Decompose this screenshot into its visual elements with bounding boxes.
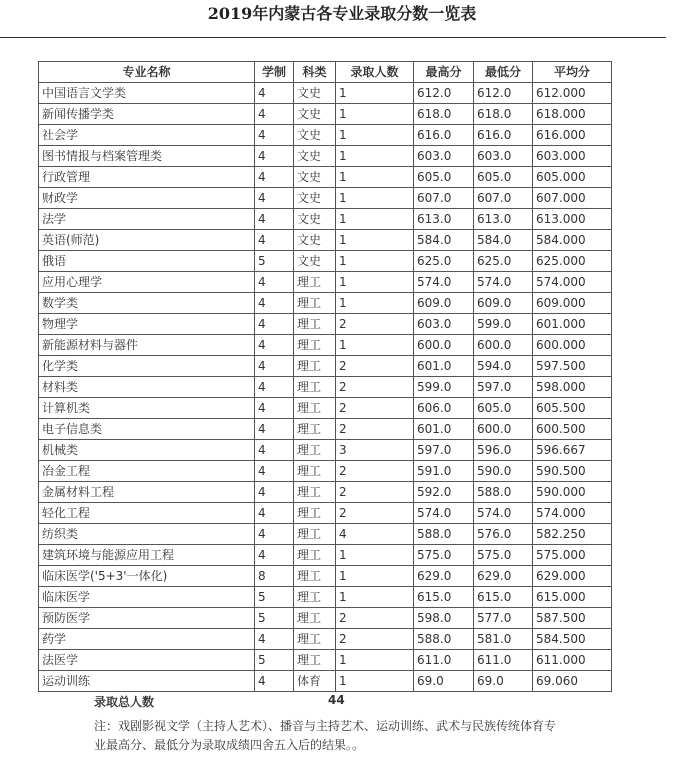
duration-cell: 4 [255,230,294,251]
table-row [39,482,612,503]
duration-cell: 4 [255,356,294,377]
admitted-count-cell: 1 [336,230,414,251]
highest-score-cell: 600.0 [414,335,474,356]
lowest-score-cell: 599.0 [474,314,533,335]
category-cell: 文史 [294,104,336,125]
category-cell: 文史 [294,167,336,188]
lowest-score-cell: 574.0 [474,272,533,293]
duration-header: 学制 [255,62,294,83]
average-score-cell: 607.000 [533,188,612,209]
major-name-cell: 新闻传播学类 [39,104,255,125]
table-body [39,83,612,692]
category-cell: 理工 [294,566,336,587]
highest-score-cell: 603.0 [414,314,474,335]
highest-score-cell: 599.0 [414,377,474,398]
category-cell: 理工 [294,629,336,650]
table-row [39,272,612,293]
average-score-cell: 601.000 [533,314,612,335]
category-cell: 文史 [294,146,336,167]
category-cell: 理工 [294,524,336,545]
table-row [39,188,612,209]
average-score-cell: 615.000 [533,587,612,608]
lowest-score-cell: 600.0 [474,335,533,356]
admission-score-table [38,61,612,692]
duration-cell: 5 [255,608,294,629]
duration-cell: 4 [255,272,294,293]
table-row [39,629,612,650]
highest-score-cell: 606.0 [414,398,474,419]
admitted-count-cell: 2 [336,314,414,335]
admitted-count-cell: 2 [336,356,414,377]
highest-score-cell: 607.0 [414,188,474,209]
table-row [39,377,612,398]
major-name-cell: 冶金工程 [39,461,255,482]
duration-cell: 4 [255,503,294,524]
highest-score-cell: 588.0 [414,629,474,650]
highest-score-cell: 601.0 [414,419,474,440]
average-score-cell: 597.500 [533,356,612,377]
lowest-score-cell: 611.0 [474,650,533,671]
category-cell: 理工 [294,545,336,566]
major-name-cell: 材料类 [39,377,255,398]
highest-score-cell: 69.0 [414,671,474,692]
average-score-header: 平均分 [533,62,612,83]
category-cell: 理工 [294,356,336,377]
duration-cell: 4 [255,482,294,503]
lowest-score-cell: 616.0 [474,125,533,146]
duration-cell: 4 [255,545,294,566]
highest-score-header: 最高分 [414,62,474,83]
category-cell: 理工 [294,314,336,335]
average-score-cell: 612.000 [533,83,612,104]
admitted-count-cell: 2 [336,419,414,440]
admitted-count-cell: 2 [336,629,414,650]
highest-score-cell: 616.0 [414,125,474,146]
lowest-score-cell: 590.0 [474,461,533,482]
average-score-cell: 618.000 [533,104,612,125]
table-row [39,209,612,230]
average-score-cell: 582.250 [533,524,612,545]
major-name-cell: 行政管理 [39,167,255,188]
table-row [39,608,612,629]
table-row [39,524,612,545]
lowest-score-cell: 581.0 [474,629,533,650]
table-row [39,230,612,251]
duration-cell: 4 [255,419,294,440]
highest-score-cell: 591.0 [414,461,474,482]
highest-score-cell: 584.0 [414,230,474,251]
highest-score-cell: 592.0 [414,482,474,503]
admitted-count-cell: 1 [336,650,414,671]
highest-score-cell: 611.0 [414,650,474,671]
duration-cell: 5 [255,251,294,272]
major-name-header: 专业名称 [39,62,255,83]
total-admitted-label: 录取总人数 [94,695,155,709]
category-header: 科类 [294,62,336,83]
lowest-score-cell: 618.0 [474,104,533,125]
highest-score-cell: 574.0 [414,272,474,293]
major-name-cell: 财政学 [39,188,255,209]
average-score-cell: 611.000 [533,650,612,671]
lowest-score-cell: 603.0 [474,146,533,167]
lowest-score-cell: 584.0 [474,230,533,251]
lowest-score-cell: 596.0 [474,440,533,461]
admitted-count-cell: 1 [336,545,414,566]
table-row [39,461,612,482]
table-row [39,125,612,146]
table-header-row [39,62,612,83]
admitted-count-cell: 1 [336,335,414,356]
major-name-cell: 运动训练 [39,671,255,692]
lowest-score-cell: 597.0 [474,377,533,398]
admitted-count-cell: 1 [336,167,414,188]
category-cell: 文史 [294,209,336,230]
major-name-cell: 临床医学('5+3'一体化) [39,566,255,587]
average-score-cell: 605.500 [533,398,612,419]
major-name-cell: 法医学 [39,650,255,671]
lowest-score-cell: 575.0 [474,545,533,566]
admitted-count-cell: 1 [336,83,414,104]
category-cell: 理工 [294,461,336,482]
major-name-cell: 数学类 [39,293,255,314]
admitted-count-cell: 1 [336,293,414,314]
lowest-score-cell: 600.0 [474,419,533,440]
average-score-cell: 600.000 [533,335,612,356]
duration-cell: 4 [255,629,294,650]
category-cell: 理工 [294,419,336,440]
major-name-cell: 俄语 [39,251,255,272]
highest-score-cell: 625.0 [414,251,474,272]
table-row [39,566,612,587]
lowest-score-cell: 607.0 [474,188,533,209]
category-cell: 文史 [294,251,336,272]
major-name-cell: 电子信息类 [39,419,255,440]
table-row [39,503,612,524]
admitted-count-cell: 1 [336,671,414,692]
lowest-score-cell: 594.0 [474,356,533,377]
highest-score-cell: 629.0 [414,566,474,587]
admitted-count-cell: 1 [336,587,414,608]
highest-score-cell: 612.0 [414,83,474,104]
major-name-cell: 中国语言文学类 [39,83,255,104]
table-row [39,419,612,440]
major-name-cell: 临床医学 [39,587,255,608]
highest-score-cell: 618.0 [414,104,474,125]
category-cell: 理工 [294,272,336,293]
major-name-cell: 纺织类 [39,524,255,545]
major-name-cell: 轻化工程 [39,503,255,524]
major-name-cell: 计算机类 [39,398,255,419]
highest-score-cell: 601.0 [414,356,474,377]
major-name-cell: 应用心理学 [39,272,255,293]
category-cell: 理工 [294,650,336,671]
duration-cell: 4 [255,83,294,104]
highest-score-cell: 598.0 [414,608,474,629]
duration-cell: 4 [255,335,294,356]
footnote: 注：戏剧影视文学（主持人艺术）、播音与主持艺术、运动训练、武术与民族传统体育专业最高分、最低分为录取成绩四舍五入后的结果。。 [94,719,557,752]
total-admitted-value: 44 [328,693,345,707]
lowest-score-cell: 609.0 [474,293,533,314]
highest-score-cell: 609.0 [414,293,474,314]
highest-score-cell: 574.0 [414,503,474,524]
category-cell: 体育 [294,671,336,692]
admitted-count-cell: 3 [336,440,414,461]
admitted-count-cell: 1 [336,209,414,230]
major-name-cell: 法学 [39,209,255,230]
average-score-cell: 605.000 [533,167,612,188]
category-cell: 理工 [294,377,336,398]
admitted-count-header: 录取人数 [336,62,414,83]
category-cell: 理工 [294,398,336,419]
table-row [39,650,612,671]
lowest-score-cell: 605.0 [474,398,533,419]
table-row [39,293,612,314]
table-row [39,671,612,692]
lowest-score-cell: 574.0 [474,503,533,524]
highest-score-cell: 603.0 [414,146,474,167]
table-row [39,440,612,461]
duration-cell: 4 [255,671,294,692]
lowest-score-cell: 576.0 [474,524,533,545]
table-row [39,545,612,566]
duration-cell: 4 [255,188,294,209]
table-row [39,104,612,125]
admitted-count-cell: 2 [336,503,414,524]
average-score-cell: 587.500 [533,608,612,629]
average-score-cell: 613.000 [533,209,612,230]
major-name-cell: 物理学 [39,314,255,335]
average-score-cell: 616.000 [533,125,612,146]
average-score-cell: 609.000 [533,293,612,314]
duration-cell: 5 [255,587,294,608]
lowest-score-cell: 69.0 [474,671,533,692]
duration-cell: 4 [255,209,294,230]
duration-cell: 4 [255,167,294,188]
average-score-cell: 625.000 [533,251,612,272]
category-cell: 理工 [294,293,336,314]
average-score-cell: 600.500 [533,419,612,440]
major-name-cell: 药学 [39,629,255,650]
average-score-cell: 584.000 [533,230,612,251]
category-cell: 文史 [294,125,336,146]
highest-score-cell: 588.0 [414,524,474,545]
average-score-cell: 575.000 [533,545,612,566]
duration-cell: 8 [255,566,294,587]
duration-cell: 4 [255,125,294,146]
table-row [39,356,612,377]
admitted-count-cell: 2 [336,608,414,629]
average-score-cell: 590.000 [533,482,612,503]
duration-cell: 4 [255,461,294,482]
duration-cell: 4 [255,440,294,461]
duration-cell: 4 [255,146,294,167]
average-score-cell: 584.500 [533,629,612,650]
category-cell: 理工 [294,482,336,503]
average-score-cell: 598.000 [533,377,612,398]
lowest-score-cell: 577.0 [474,608,533,629]
category-cell: 理工 [294,440,336,461]
title-divider [0,37,666,38]
table-row [39,314,612,335]
duration-cell: 4 [255,314,294,335]
lowest-score-cell: 625.0 [474,251,533,272]
table-row [39,398,612,419]
admitted-count-cell: 1 [336,188,414,209]
major-name-cell: 新能源材料与器件 [39,335,255,356]
category-cell: 理工 [294,503,336,524]
duration-cell: 4 [255,398,294,419]
lowest-score-cell: 613.0 [474,209,533,230]
admitted-count-cell: 1 [336,125,414,146]
admitted-count-cell: 1 [336,104,414,125]
major-name-cell: 预防医学 [39,608,255,629]
average-score-cell: 603.000 [533,146,612,167]
table-row [39,83,612,104]
highest-score-cell: 597.0 [414,440,474,461]
lowest-score-cell: 605.0 [474,167,533,188]
lowest-score-cell: 612.0 [474,83,533,104]
duration-cell: 4 [255,104,294,125]
duration-cell: 4 [255,293,294,314]
major-name-cell: 机械类 [39,440,255,461]
category-cell: 理工 [294,608,336,629]
duration-cell: 5 [255,650,294,671]
table-row [39,335,612,356]
highest-score-cell: 615.0 [414,587,474,608]
highest-score-cell: 575.0 [414,545,474,566]
average-score-cell: 596.667 [533,440,612,461]
table-row [39,146,612,167]
category-cell: 文史 [294,188,336,209]
major-name-cell: 社会学 [39,125,255,146]
category-cell: 理工 [294,335,336,356]
table-row [39,167,612,188]
duration-cell: 4 [255,377,294,398]
average-score-cell: 574.000 [533,272,612,293]
duration-cell: 4 [255,524,294,545]
table-row [39,251,612,272]
admitted-count-cell: 4 [336,524,414,545]
admitted-count-cell: 1 [336,251,414,272]
major-name-cell: 金属材料工程 [39,482,255,503]
admitted-count-cell: 2 [336,482,414,503]
admitted-count-cell: 2 [336,377,414,398]
admitted-count-cell: 2 [336,461,414,482]
average-score-cell: 629.000 [533,566,612,587]
admitted-count-cell: 1 [336,272,414,293]
average-score-cell: 590.500 [533,461,612,482]
average-score-cell: 69.060 [533,671,612,692]
page-title: 2019年内蒙古各专业录取分数一览表 [207,4,477,23]
major-name-cell: 英语(师范) [39,230,255,251]
lowest-score-cell: 629.0 [474,566,533,587]
major-name-cell: 图书情报与档案管理类 [39,146,255,167]
category-cell: 文史 [294,230,336,251]
category-cell: 文史 [294,83,336,104]
table-row [39,587,612,608]
lowest-score-cell: 588.0 [474,482,533,503]
major-name-cell: 建筑环境与能源应用工程 [39,545,255,566]
average-score-cell: 574.000 [533,503,612,524]
highest-score-cell: 605.0 [414,167,474,188]
category-cell: 理工 [294,587,336,608]
admitted-count-cell: 1 [336,566,414,587]
major-name-cell: 化学类 [39,356,255,377]
admitted-count-cell: 2 [336,398,414,419]
lowest-score-header: 最低分 [474,62,533,83]
highest-score-cell: 613.0 [414,209,474,230]
lowest-score-cell: 615.0 [474,587,533,608]
admitted-count-cell: 1 [336,146,414,167]
